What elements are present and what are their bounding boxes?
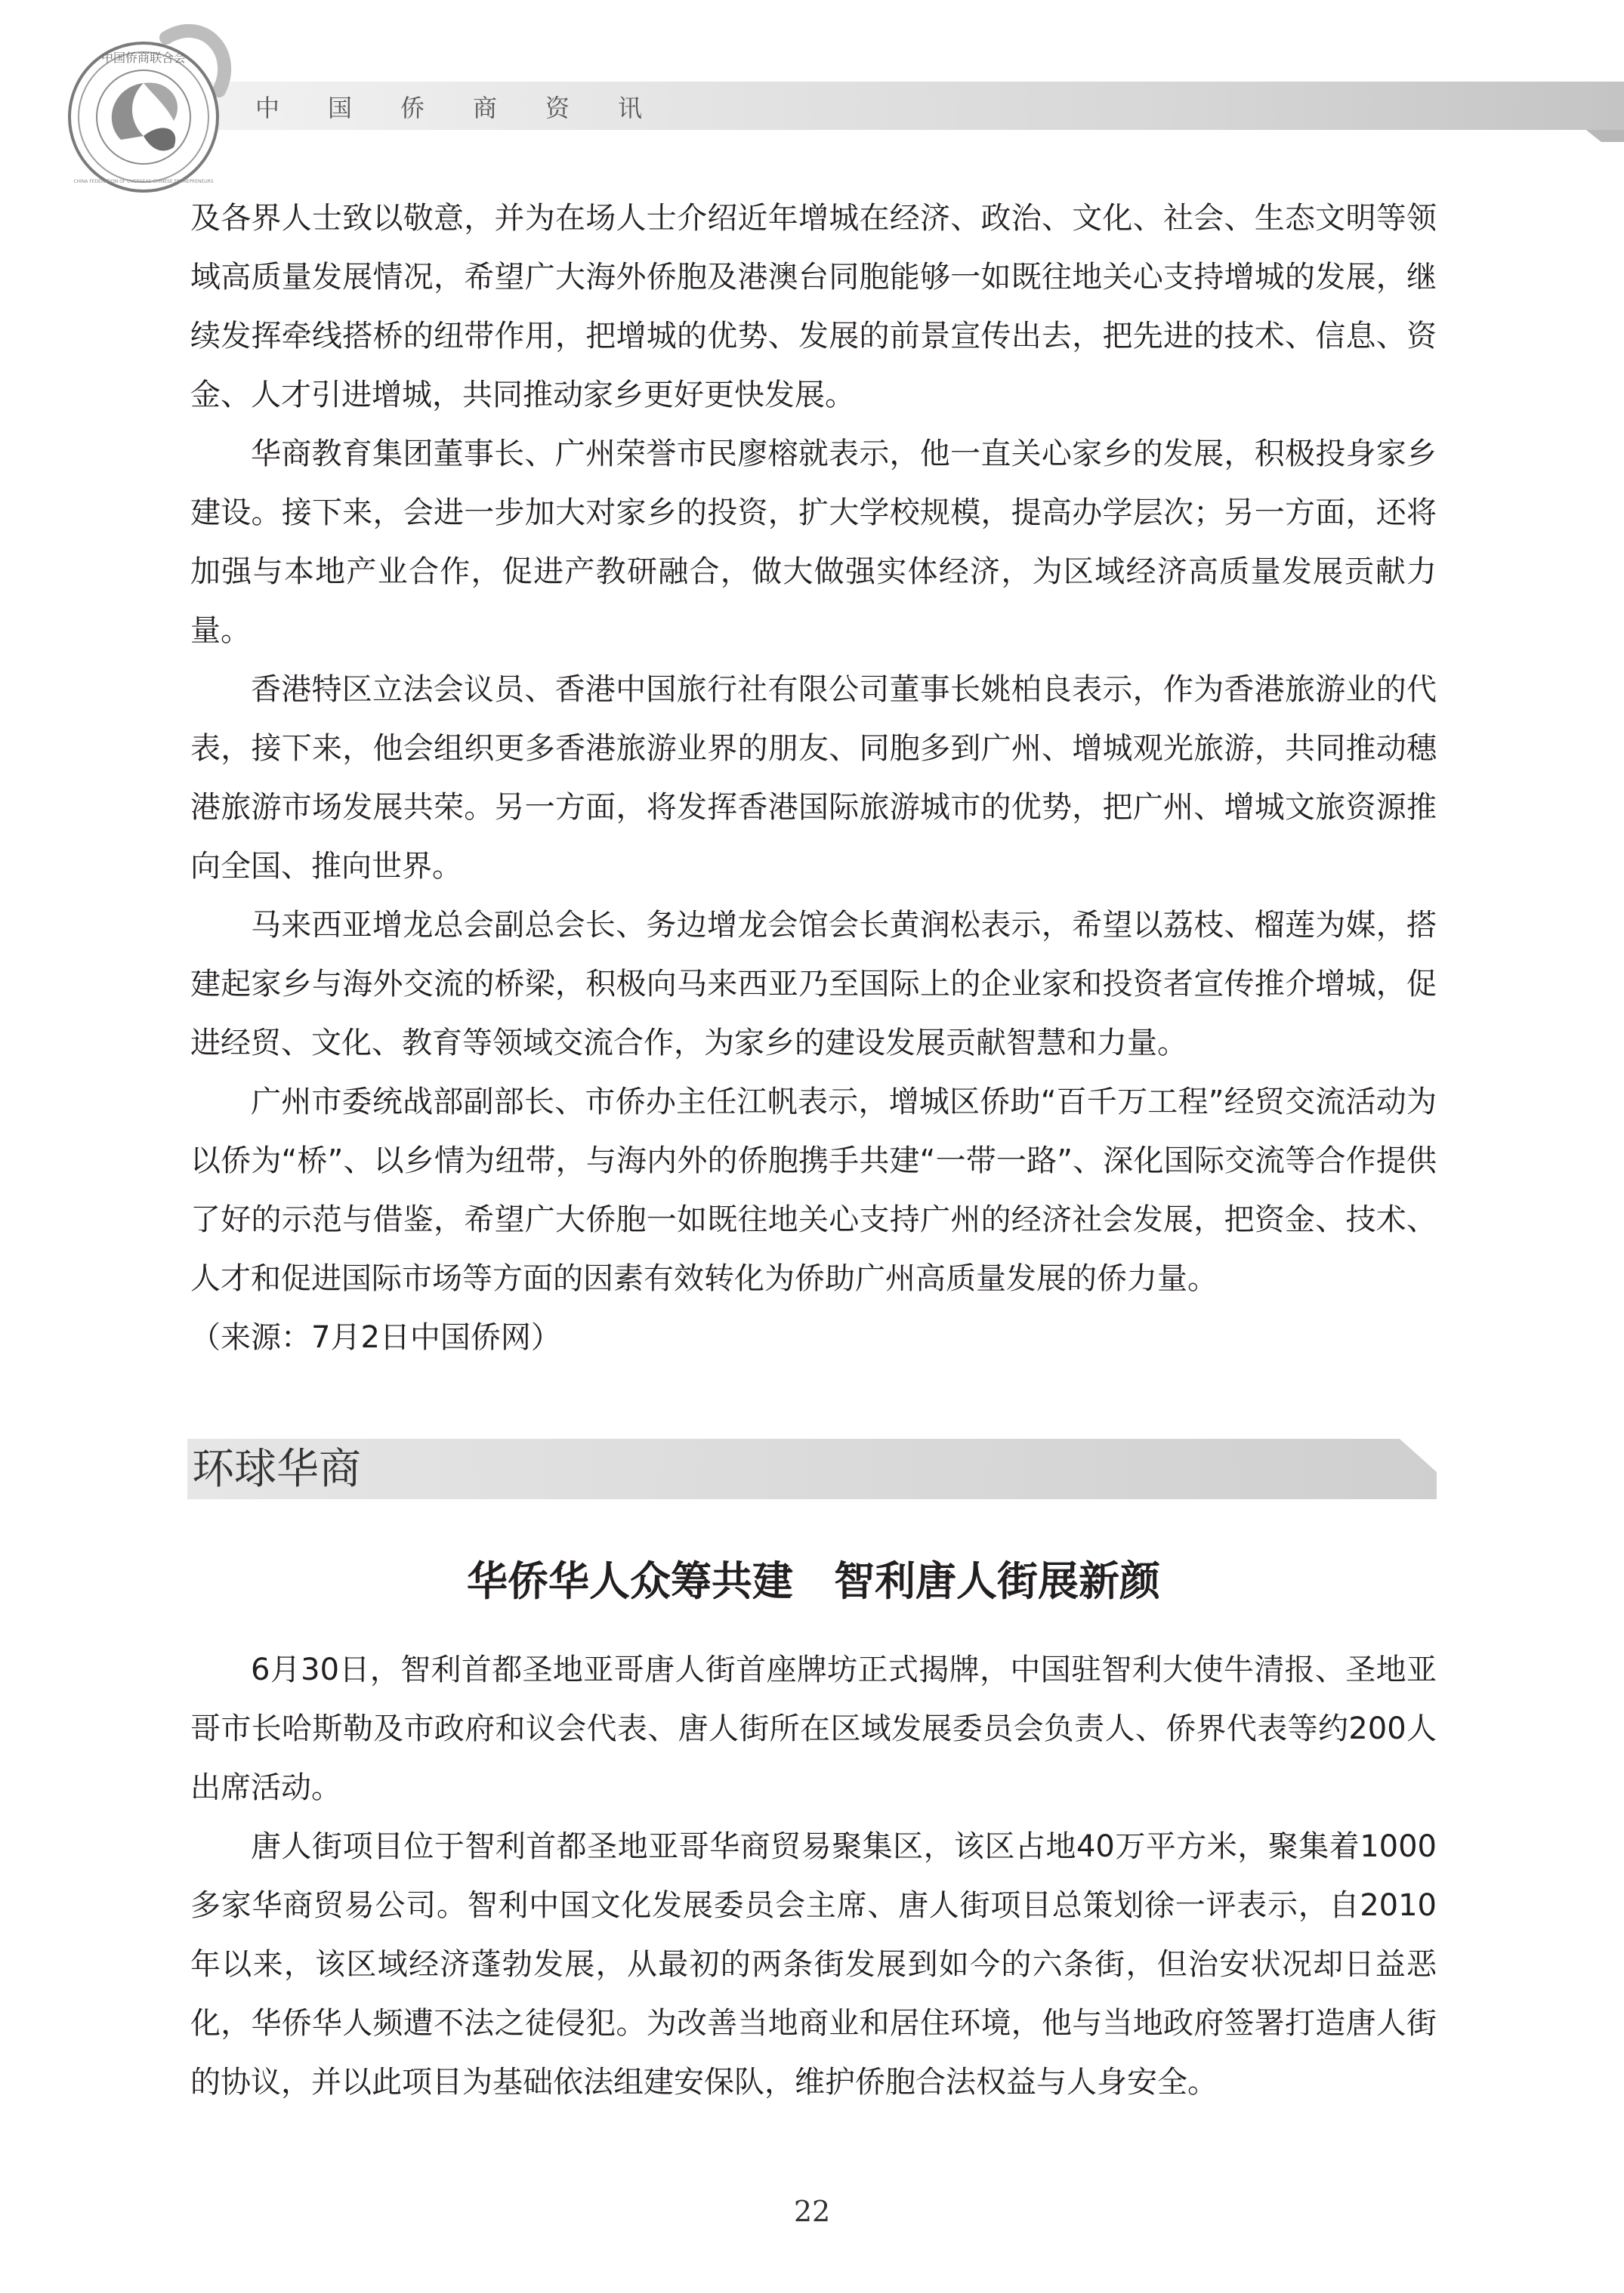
section-label: 环球华商	[192, 1445, 361, 1494]
section-bar	[187, 1439, 1437, 1499]
paragraph: 及各界人士致以敬意，并为在场人士介绍近年增城在经济、政治、文化、社会、生态文明等领域高质量发展情况，希望广大海外侨胞及港澳台同胞能够一如既往地关心支持增城的发展，继续发挥牵线搭桥的纽带作用，把增城的优势、发展的前景宣传出去，把先进的技术、信息、资金、人才引进增城，共同推动家乡更好更快发展。	[190, 201, 1437, 412]
article-continuation	[190, 189, 1437, 1367]
masthead-title: 中国侨商资讯	[255, 94, 691, 122]
paragraph: 香港特区立法会议员、香港中国旅行社有限公司董事长姚柏良表示，作为香港旅游业的代表，接下来，他会组织更多香港旅游业界的朋友、同胞多到广州、增城观光旅游，共同推动穗港旅游市场发展共荣。另一方面，将发挥香港国际旅游城市的优势，把广州、增城文旅资源推向全国、推向世界。	[190, 672, 1437, 884]
paragraph: 马来西亚增龙总会副总会长、务边增龙会馆会长黄润松表示，希望以荔枝、榴莲为媒，搭建起家乡与海外交流的桥梁，积极向马来西亚乃至国际上的企业家和投资者宣传推介增城，促进经贸、文化、教育等领域交流合作，为家乡的建设发展贡献智慧和力量。	[190, 908, 1437, 1060]
paragraph: 唐人街项目位于智利首都圣地亚哥华商贸易聚集区，该区占地40万平方米，聚集着1000多家华商贸易公司。智利中国文化发展委员会主席、唐人街项目总策划徐一评表示，自2010年以来，该区域经济蓬勃发展，从最初的两条街发展到如今的六条街，但治安状况却日益恶化，华侨华人频遭不法之徒侵犯。为改善当地商业和居住环境，他与当地政府签署打造唐人街的协议，并以此项目为基础依法组建安保队，维护侨胞合法权益与人身安全。	[190, 1829, 1437, 2100]
paragraph: 华商教育集团董事长、广州荣誉市民廖榕就表示，他一直关心家乡的发展，积极投身家乡建设。接下来，会进一步加大对家乡的投资，扩大学校规模，提高办学层次；另一方面，还将加强与本地产业合作，促进产教研融合，做大做强实体经济，为区域经济高质量发展贡献力量。	[190, 437, 1437, 648]
paragraph: 广州市委统战部副部长、市侨办主任江帆表示，增城区侨助“百千万工程”经贸交流活动为以侨为“桥”、以乡情为纽带，与海内外的侨胞携手共建“一带一路”、深化国际交流等合作提供了好的示范与借鉴，希望广大侨胞一如既往地关心支持广州的经济社会发展，把资金、技术、人才和促进国际市场等方面的因素有效转化为侨助广州高质量发展的侨力量。	[190, 1085, 1437, 1296]
article-body	[190, 1640, 1437, 2112]
organization-logo	[30, 8, 257, 196]
page-number: 22	[793, 2195, 831, 2228]
logo-sub-text: CHINA FEDERATION OF OVERSEAS CHINESE ENTREPRENEURS	[73, 179, 214, 184]
article-headline: 华侨华人众筹共建 智利唐人街展新颜	[467, 1557, 1160, 1605]
paragraph: 6月30日，智利首都圣地亚哥唐人街首座牌坊正式揭牌，中国驻智利大使牛清报、圣地亚哥市长哈斯勒及市政府和议会代表、唐人街所在区域发展委员会负责人、侨界代表等约200人出席活动。	[190, 1653, 1437, 1805]
article-source: （来源：7月2日中国侨网）	[190, 1320, 561, 1355]
logo-ring-text: 中国侨商联合会	[100, 51, 187, 65]
